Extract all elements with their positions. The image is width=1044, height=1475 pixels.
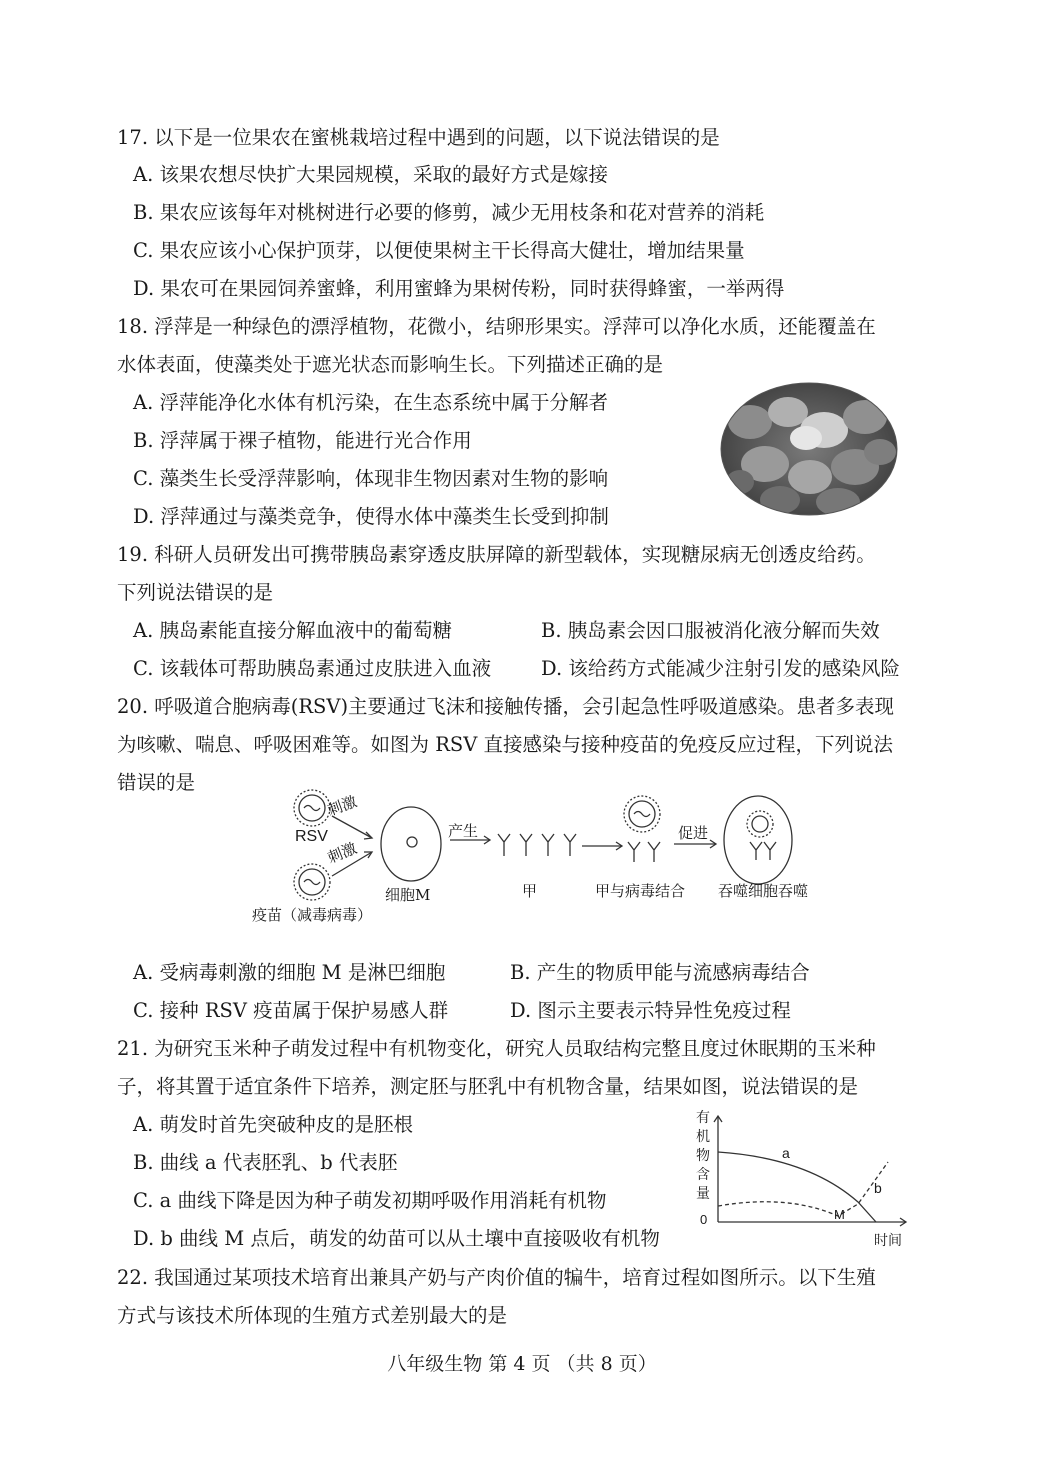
- q18-stem-line2: 水体表面，使藻类处于遮光状态而影响生长。下列描述正确的是: [117, 353, 664, 376]
- chart-origin: 0: [700, 1212, 708, 1227]
- point-m-label: M: [834, 1207, 845, 1222]
- q19-option-b[interactable]: B. 胰岛素会因口服被消化液分解而失效: [541, 619, 880, 642]
- vaccine-virus: [294, 864, 330, 900]
- q21-option-b[interactable]: B. 曲线 a 代表胚乳、b 代表胚: [133, 1151, 398, 1174]
- phagocyte: [724, 796, 792, 884]
- q20-stem-line2: 为咳嗽、喘息、呼吸困难等。如图为 RSV 直接感染与接种疫苗的免疫反应过程，下列说法: [117, 733, 894, 756]
- antibody-virus-complex: [624, 796, 660, 862]
- q19-option-a[interactable]: A. 胰岛素能直接分解血液中的葡萄糖: [133, 619, 452, 642]
- q17-option-d[interactable]: D. 果农可在果园饲养蜜蜂，利用蜜蜂为果树传粉，同时获得蜂蜜，一举两得: [133, 277, 785, 300]
- page-footer: 八年级生物 第 4 页 （共 8 页）: [387, 1353, 657, 1375]
- q20-option-b[interactable]: B. 产生的物质甲能与流感病毒结合: [510, 961, 810, 984]
- cell-m-label: 细胞M: [385, 886, 431, 904]
- q18-option-b[interactable]: B. 浮萍属于裸子植物，能进行光合作用: [133, 429, 472, 452]
- q17-option-b[interactable]: B. 果农应该每年对桃树进行必要的修剪，减少无用枝条和花对营养的消耗: [133, 201, 765, 224]
- ylabel-char: 量: [696, 1185, 710, 1201]
- stimulate-label-top: 刺激: [324, 792, 360, 820]
- chart-xlabel: 时间: [874, 1232, 902, 1248]
- curve-a-label: a: [782, 1145, 790, 1161]
- q20-option-d[interactable]: D. 图示主要表示特异性免疫过程: [510, 999, 791, 1022]
- rsv-virus-top: [294, 790, 330, 826]
- q18-option-d[interactable]: D. 浮萍通过与藻类竞争，使得水体中藻类生长受到抑制: [133, 505, 609, 528]
- q20-option-c[interactable]: C. 接种 RSV 疫苗属于保护易感人群: [133, 999, 449, 1022]
- q18-option-a[interactable]: A. 浮萍能净化水体有机污染，在生态系统中属于分解者: [133, 391, 608, 414]
- phagocytosis-label: 吞噬细胞吞噬: [718, 882, 809, 900]
- q19-stem-line2: 下列说法错误的是: [117, 581, 274, 604]
- q21-option-a[interactable]: A. 萌发时首先突破种皮的是胚根: [133, 1113, 413, 1136]
- q17-option-c[interactable]: C. 果农应该小心保护顶芽，以便使果树主干长得高大健壮，增加结果量: [133, 239, 745, 262]
- ylabel-char: 机: [696, 1128, 710, 1144]
- promote-label: 促进: [678, 824, 709, 842]
- produce-label: 产生: [448, 822, 479, 840]
- q19-stem-line1: 19. 科研人员研发出可携带胰岛素穿透皮肤屏障的新型载体，实现糖尿病无创透皮给药。: [117, 543, 876, 566]
- q20-option-a[interactable]: A. 受病毒刺激的细胞 M 是淋巴细胞: [133, 961, 446, 984]
- duckweed-photo: [720, 382, 898, 516]
- q18-option-c[interactable]: C. 藻类生长受浮萍影响，体现非生物因素对生物的影响: [133, 467, 609, 490]
- q21-option-c[interactable]: C. a 曲线下降是因为种子萌发初期呼吸作用消耗有机物: [133, 1189, 607, 1212]
- ylabel-char: 物: [696, 1147, 710, 1163]
- q21-stem-line2: 子，将其置于适宜条件下培养，测定胚与胚乳中有机物含量，结果如图，说法错误的是: [117, 1075, 859, 1098]
- q19-option-d[interactable]: D. 该给药方式能减少注射引发的感染风险: [541, 657, 900, 680]
- q20-stem-line3: 错误的是: [117, 771, 196, 794]
- jia-label: 甲: [522, 882, 538, 900]
- q21-option-d[interactable]: D. b 曲线 M 点后，萌发的幼苗可以从土壤中直接吸收有机物: [133, 1227, 660, 1250]
- curve-b-label: b: [874, 1180, 882, 1196]
- ylabel-char: 有: [696, 1109, 710, 1125]
- q22-stem-line1: 22. 我国通过某项技术培育出兼具产奶与产肉价值的犏牛，培育过程如图所示。以下生殖: [117, 1266, 876, 1289]
- q17-stem: 17. 以下是一位果农在蜜桃栽培过程中遇到的问题，以下说法错误的是: [117, 126, 720, 149]
- q21-stem-line1: 21. 为研究玉米种子萌发过程中有机物变化，研究人员取结构完整且度过休眠期的玉米种: [117, 1037, 876, 1060]
- antibodies-jia: [498, 834, 576, 856]
- curve-a: [718, 1152, 876, 1222]
- cell-m: [381, 807, 441, 881]
- q20-stem-line1: 20. 呼吸道合胞病毒(RSV)主要通过飞沫和接触传播，会引起急性呼吸道感染。患者多表现: [117, 695, 895, 718]
- stimulate-label-bottom: 刺激: [324, 838, 360, 867]
- rsv-label: RSV: [295, 828, 328, 845]
- q22-stem-line2: 方式与该技术所体现的生殖方式差别最大的是: [117, 1304, 508, 1327]
- vaccine-label: 疫苗（减毒病毒）: [252, 906, 373, 924]
- ylabel-char: 含: [696, 1166, 710, 1182]
- q17-option-a[interactable]: A. 该果农想尽快扩大果园规模，采取的最好方式是嫁接: [133, 163, 608, 186]
- q19-option-c[interactable]: C. 该载体可帮助胰岛素通过皮肤进入血液: [133, 657, 492, 680]
- q18-stem-line1: 18. 浮萍是一种绿色的漂浮植物，花微小，结卵形果实。浮萍可以净化水质，还能覆盖在: [117, 315, 876, 338]
- bind-label: 甲与病毒结合: [595, 882, 686, 900]
